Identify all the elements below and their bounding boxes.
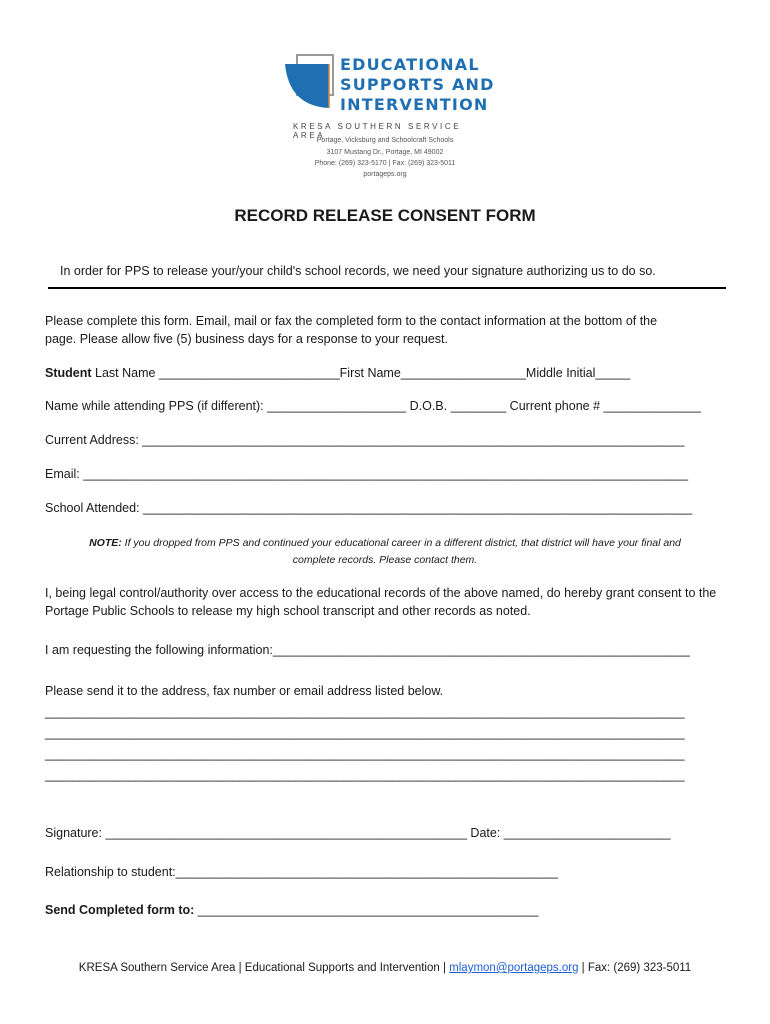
note-text: If you dropped from PPS and continued your educational career in a different district, that district will have your final and	[121, 537, 681, 549]
note-line: complete records. Please contact them.	[292, 554, 478, 566]
send-completed-line: _________________________________________________	[194, 903, 539, 917]
instructions-line: page. Please allow five (5) business days for a response to your request.	[45, 332, 448, 346]
logo-title-line: INTERVENTION	[340, 95, 489, 114]
consent-statement	[45, 584, 725, 620]
logo-title-line: EDUCATIONAL	[340, 55, 480, 74]
logo-web: portageps.org	[363, 171, 407, 178]
logo-address: 3107 Mustang Dr., Portage, MI 49002	[326, 149, 444, 156]
logo-phone: Phone: (269) 323-5170 | Fax: (269) 323-5011	[314, 160, 456, 167]
esi-logo-icon	[283, 54, 335, 110]
note-label: NOTE:	[89, 537, 122, 549]
send-completed-label: Send Completed form to:	[45, 903, 195, 917]
requesting-field[interactable]: I am requesting the following information:____________________________________________________________	[45, 643, 691, 657]
footer-email-link[interactable]: mlaymon@portageps.org	[449, 962, 579, 974]
send-completed-field[interactable]	[45, 903, 538, 917]
intro-text: In order for PPS to release your/your child's school records, we need your signature authorizing us to do so.	[60, 264, 656, 278]
school-attended-field[interactable]: School Attended: _______________________________________________________________________________	[45, 501, 693, 515]
logo-title-line: SUPPORTS AND	[340, 75, 495, 94]
relationship-field[interactable]: Relationship to student:_______________________________________________________	[45, 865, 558, 879]
email-field[interactable]: Email: _______________________________________________________________________________________	[45, 467, 689, 481]
footer	[0, 962, 770, 974]
send-to-line[interactable]: ____________________________________________________________________________________________	[45, 747, 685, 761]
student-name-lines: Last Name __________________________First Name__________________Middle Initial_____	[91, 366, 631, 380]
student-label: Student	[45, 366, 92, 380]
student-name-field[interactable]	[45, 366, 630, 380]
logo-schools: Portage, Vicksburg and Schoolcraft Schools	[316, 137, 454, 144]
consent-line: I, being legal control/authority over access to the educational records of the above named, do hereby grant consent to the	[45, 586, 717, 600]
divider	[48, 287, 726, 289]
send-to-line[interactable]: ____________________________________________________________________________________________	[45, 726, 685, 740]
send-to-label: Please send it to the address, fax number or email address listed below.	[45, 684, 444, 698]
note	[40, 535, 730, 569]
send-to-line[interactable]: ____________________________________________________________________________________________	[45, 768, 685, 782]
form-title: RECORD RELEASE CONSENT FORM	[234, 206, 536, 225]
footer-suffix: | Fax: (269) 323-5011	[578, 962, 692, 974]
current-address-field[interactable]: Current Address: ______________________________________________________________________________	[45, 433, 685, 447]
logo-title	[340, 55, 495, 115]
instructions	[45, 312, 725, 348]
send-to-line[interactable]: ____________________________________________________________________________________________	[45, 705, 685, 719]
instructions-line: Please complete this form. Email, mail or fax the completed form to the contact information at the bottom of the	[45, 314, 658, 328]
consent-line: Portage Public Schools to release my high school transcript and other records as noted.	[45, 604, 531, 618]
note-line	[40, 535, 730, 552]
logo-org-name: KRESA SOUTHERN SERVICE AREA	[293, 122, 462, 140]
footer-prefix: KRESA Southern Service Area | Educational Supports and Intervention |	[78, 962, 450, 974]
signature-field[interactable]: Signature: ____________________________________________________ Date: ________________________	[45, 826, 671, 840]
name-attending-field[interactable]: Name while attending PPS (if different): ____________________ D.O.B. ________ Current phone # ______________	[45, 399, 701, 413]
